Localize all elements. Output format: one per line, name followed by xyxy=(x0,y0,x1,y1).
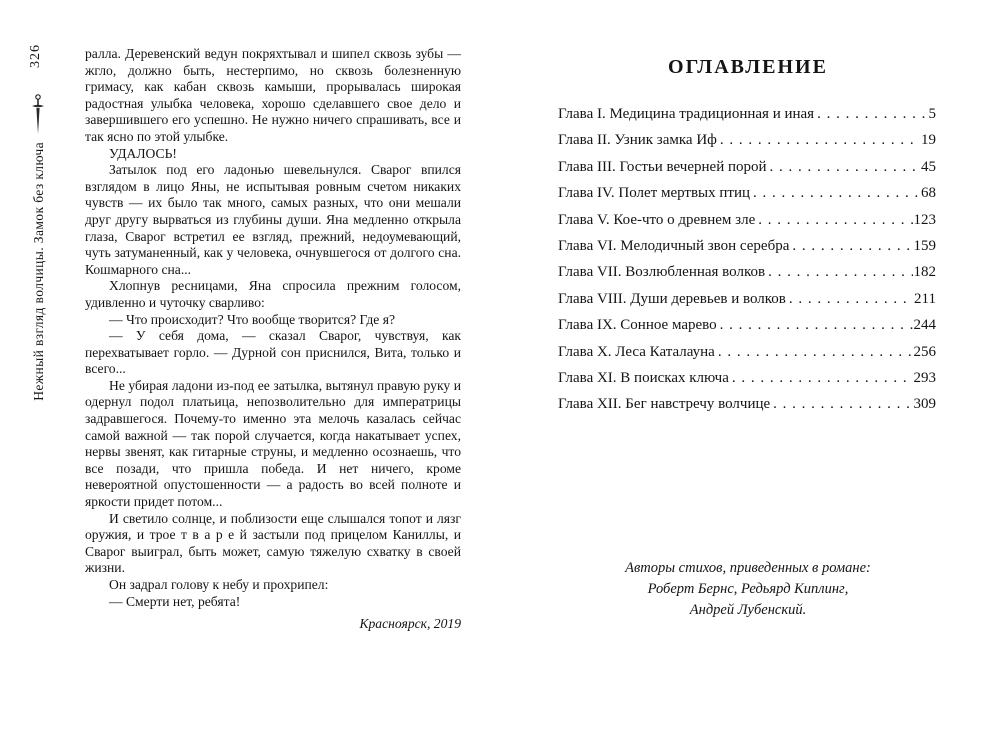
toc-chapter-label: Глава VI. Мелодичный звон серебра xyxy=(558,237,790,254)
dot-leader xyxy=(753,185,920,202)
toc-chapter-label: Глава VII. Возлюбленная волков xyxy=(558,264,766,281)
toc-row xyxy=(558,159,936,185)
toc-chapter-label: Глава IV. Полет мертвых птиц xyxy=(558,185,751,202)
toc-page-number: 45 xyxy=(921,158,936,175)
body-text xyxy=(85,46,461,633)
toc-row xyxy=(558,291,936,317)
dot-leader xyxy=(732,370,913,387)
page-number: 326 xyxy=(28,44,43,68)
toc-row xyxy=(558,317,936,343)
authors-note xyxy=(558,558,938,621)
toc-row xyxy=(558,344,936,370)
dot-leader xyxy=(758,212,912,229)
toc-page-number: 309 xyxy=(913,396,936,413)
toc-row xyxy=(558,185,936,211)
paragraph: — У себя дома, — сказал Сварог, чувствуя, как перехватывает горло. — Дурной сон приснился, Вита, только и всего... xyxy=(85,328,461,377)
running-title: Нежный взгляд волчицы. Замок без ключа xyxy=(31,142,46,401)
toc-page-number: 123 xyxy=(913,211,936,228)
toc-page-number: 5 xyxy=(928,106,936,122)
dagger-icon xyxy=(30,94,46,141)
toc-chapter-label: Глава XI. В поисках ключа xyxy=(558,369,729,386)
toc-page-number: 293 xyxy=(913,369,936,386)
dot-leader xyxy=(720,317,913,334)
dot-leader xyxy=(773,396,912,413)
toc-chapter-label: Глава I. Медицина традиционная и иная xyxy=(558,106,815,122)
dot-leader xyxy=(720,132,920,149)
paragraph: ралла. Деревенский ведун покряхтывал и шипел сквозь зубы — жгло, должно быть, нестерпимо, но сквозь болезненную гримасу, как кабан сквозь камыши, прорывалась широкая радостная улыбка человека, хорошо сделавшего свое дело и завершившего его успешно. Не нужно ничего спрашивать, все и так ясно по этой улыбке. xyxy=(85,46,461,144)
toc-row xyxy=(558,370,936,396)
toc-chapter-label: Глава X. Леса Каталауна xyxy=(558,343,715,360)
dot-leader xyxy=(718,344,913,361)
toc-chapter-label: Глава II. Узник замка Иф xyxy=(558,132,717,149)
toc-page-number: 211 xyxy=(914,290,936,307)
colophon: Красноярск, 2019 xyxy=(359,616,461,632)
toc-row xyxy=(558,212,936,238)
paragraph: Хлопнув ресницами, Яна спросила прежним голосом, удивленно и чуточку сварливо: xyxy=(85,278,461,310)
paragraph: УДАЛОСЬ! xyxy=(109,145,177,161)
dot-leader xyxy=(792,238,912,255)
toc-page-number: 68 xyxy=(921,185,936,202)
toc-row xyxy=(558,396,936,422)
toc-page-number: 256 xyxy=(913,343,936,360)
toc-page-number: 159 xyxy=(913,237,936,254)
toc-row xyxy=(558,264,936,290)
toc-page-number: 182 xyxy=(913,264,936,281)
paragraph: Он задрал голову к небу и прохрипел: xyxy=(109,577,329,592)
dot-leader xyxy=(817,106,927,123)
toc-page-number: 19 xyxy=(921,132,936,149)
paragraph: — Что происходит? Что вообще творится? Где я? xyxy=(109,311,395,327)
dot-leader xyxy=(789,291,913,308)
dot-leader xyxy=(770,159,920,176)
toc-list xyxy=(558,106,936,423)
toc-row xyxy=(558,238,936,264)
toc-chapter-label: Глава XII. Бег навстречу волчице xyxy=(558,396,771,413)
paragraph: И светило солнце, и поблизости еще слышался топот и лязг оружия, и трое т в а р е й застыли под прицелом Каниллы, и Сварог выиграл, быть может, самую тяжелую схватку в своей жизни. xyxy=(85,510,461,576)
toc-heading: ОГЛАВЛЕНИЕ xyxy=(668,56,828,78)
dot-leader xyxy=(768,264,912,281)
toc-row xyxy=(558,106,936,132)
toc-chapter-label: Глава VIII. Души деревьев и волков xyxy=(558,290,786,307)
toc-chapter-label: Глава III. Гостьи вечерней порой xyxy=(558,158,767,175)
paragraph: — Смерти нет, ребята! xyxy=(109,593,241,609)
paragraph: Затылок под его ладонью шевельнулся. Сварог впился взглядом в лицо Яны, не испытывая ровным счетом никаких чувств — их было так много, самых разных, что они мешали друг другу вырваться из глубины души. Яна медленно открыла глаза, Сварог встретил ее взгляд, прежний, недоумевающий, чуть затуманенный, как у человека, очнувшегося от долгого сна. Кошмарного сна... xyxy=(85,162,461,277)
paragraph: Не убирая ладони из-под ее затылка, вытянул правую руку и одернул подол платьица, непозволительно для императрицы задравшегося. Почему-то именно эта мелочь казалась сейчас самой важной — так порой случается, когда накатывает успех, нервы звенят, как гитарные струны, и медленно осознаешь, что все позади, что пришла победа. И нет ничего, кроме невероятной опустошенности — а радость во всей полноте и яркости придет потом... xyxy=(85,377,461,510)
toc-chapter-label: Глава V. Кое-что о древнем зле xyxy=(558,211,756,228)
toc-page-number: 244 xyxy=(913,317,936,334)
toc-row xyxy=(558,132,936,158)
authors-note-line: Роберт Бернс, Редьярд Киплинг, xyxy=(647,581,849,597)
toc-chapter-label: Глава IX. Сонное марево xyxy=(558,317,717,334)
authors-note-line: Андрей Лубенский. xyxy=(689,602,807,618)
authors-note-line: Авторы стихов, приведенных в романе: xyxy=(625,560,871,576)
